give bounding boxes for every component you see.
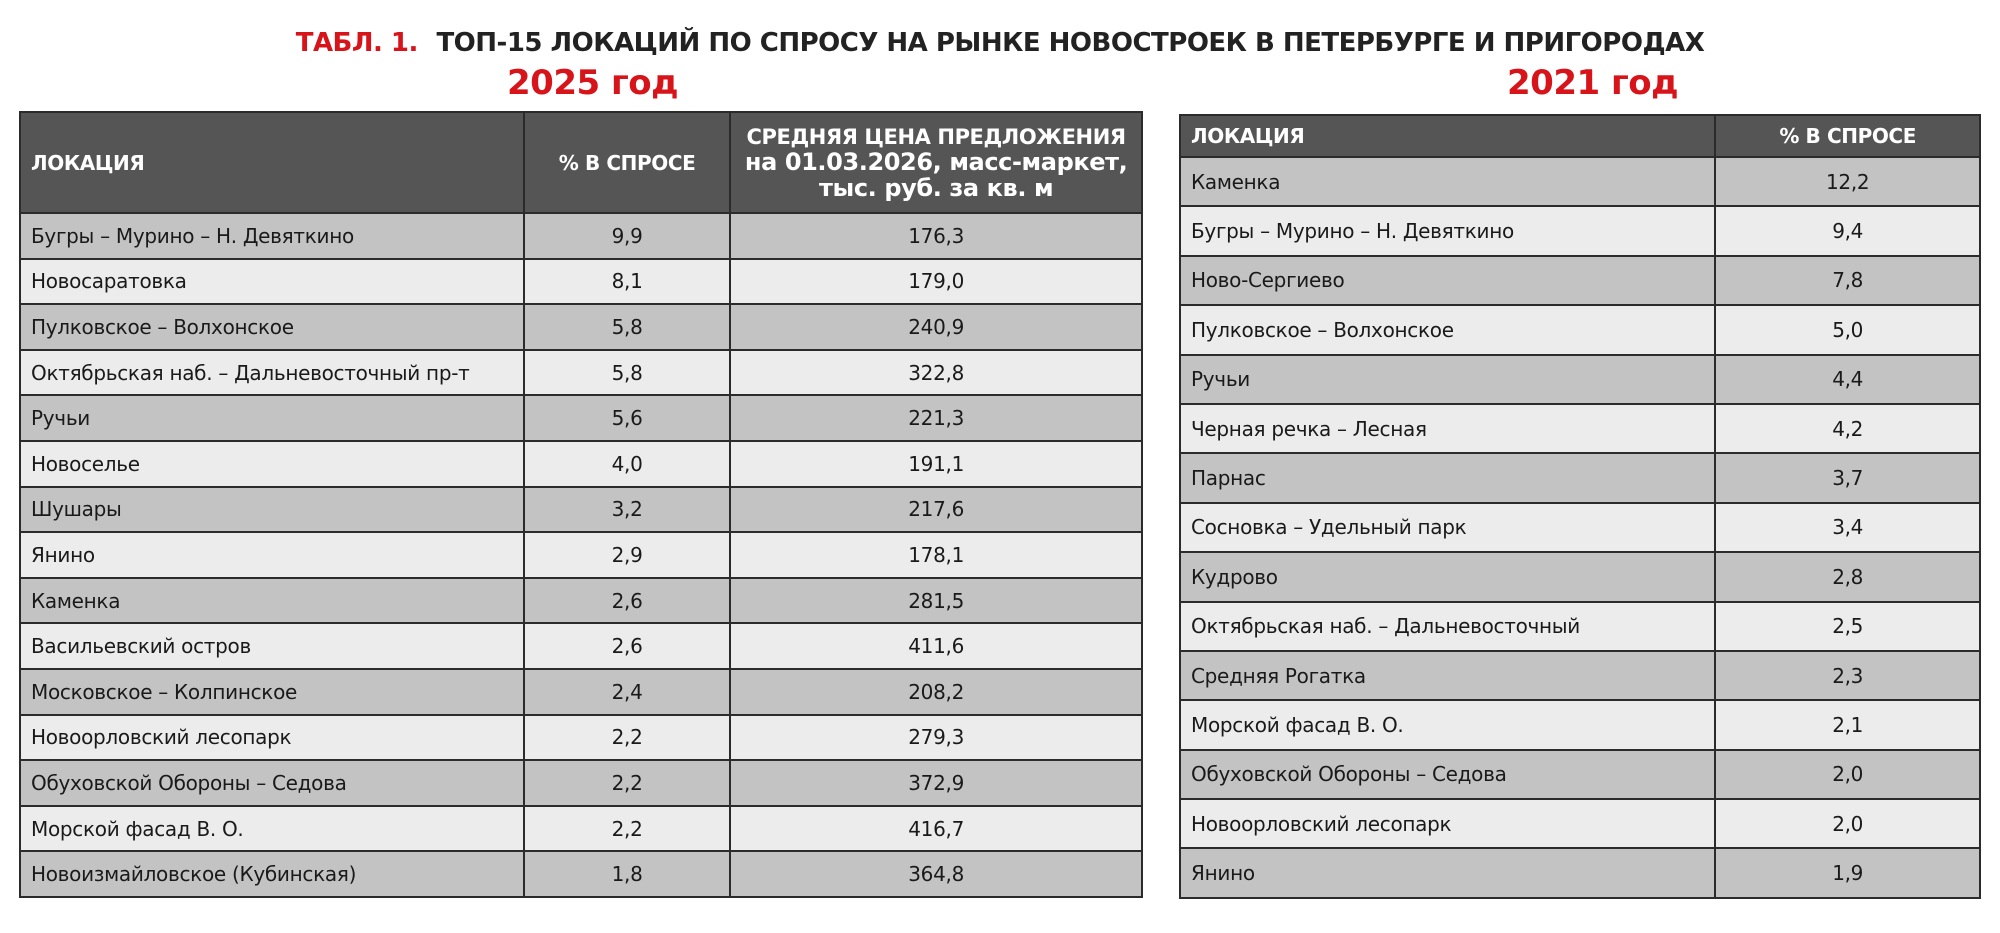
cell-demand: 8,1: [524, 259, 730, 305]
cell-location: Морской фасад В. О.: [1180, 700, 1715, 749]
cell-demand: 2,0: [1715, 799, 1980, 848]
demand-table-2025: [19, 111, 1143, 898]
cell-location: Бугры – Мурино – Н. Девяткино: [20, 213, 524, 259]
demand-table-2021: [1179, 114, 1981, 899]
cell-location: Новоорловский лесопарк: [20, 715, 524, 761]
cell-demand: 2,6: [524, 578, 730, 624]
table-row: [1180, 651, 1980, 700]
cell-price: 178,1: [730, 532, 1142, 578]
cell-price: 281,5: [730, 578, 1142, 624]
cell-demand: 2,9: [524, 532, 730, 578]
cell-location: Парнас: [1180, 453, 1715, 502]
column-header-demand: % В СПРОСЕ: [1715, 115, 1980, 157]
table-row: [20, 487, 1142, 533]
table-row: [1180, 552, 1980, 601]
cell-location: Октябрьская наб. – Дальневосточный пр-т: [20, 350, 524, 396]
cell-price: 179,0: [730, 259, 1142, 305]
table-row: [20, 578, 1142, 624]
table-row: [20, 259, 1142, 305]
price-header-line-3: тыс. руб. за кв. м: [819, 173, 1054, 202]
column-header-location: ЛОКАЦИЯ: [1180, 115, 1715, 157]
table-row: [1180, 206, 1980, 255]
cell-demand: 12,2: [1715, 157, 1980, 206]
cell-location: Ручьи: [20, 395, 524, 441]
table-header-row: [1180, 115, 1980, 157]
cell-location: Янино: [1180, 848, 1715, 897]
table-row: [1180, 750, 1980, 799]
cell-demand: 2,6: [524, 623, 730, 669]
cell-demand: 5,8: [524, 350, 730, 396]
column-header-location: ЛОКАЦИЯ: [20, 112, 524, 213]
cell-location: Пулковское – Волхонское: [20, 304, 524, 350]
cell-demand: 2,2: [524, 715, 730, 761]
cell-location: Новоизмайловское (Кубинская): [20, 851, 524, 897]
table-title-text: ТОП-15 ЛОКАЦИЙ ПО СПРОСУ НА РЫНКЕ НОВОСТРОЕК В ПЕТЕРБУРГЕ И ПРИГОРОДАХ: [436, 28, 1705, 58]
cell-price: 372,9: [730, 760, 1142, 806]
table-row: [20, 213, 1142, 259]
table-row: [1180, 799, 1980, 848]
year-label-2021: 2021 год: [1507, 63, 1679, 103]
cell-demand: 5,8: [524, 304, 730, 350]
cell-price: 176,3: [730, 213, 1142, 259]
cell-location: Октябрьская наб. – Дальневосточный: [1180, 602, 1715, 651]
cell-location: Янино: [20, 532, 524, 578]
cell-demand: 2,5: [1715, 602, 1980, 651]
cell-location: Каменка: [20, 578, 524, 624]
cell-demand: 2,8: [1715, 552, 1980, 601]
table-header-row: [20, 112, 1142, 213]
table-row: [1180, 503, 1980, 552]
table-row: [20, 715, 1142, 761]
cell-demand: 3,4: [1715, 503, 1980, 552]
cell-location: Обуховской Обороны – Седова: [20, 760, 524, 806]
table-row: [20, 441, 1142, 487]
cell-demand: 2,3: [1715, 651, 1980, 700]
table-row: [20, 532, 1142, 578]
cell-demand: 1,9: [1715, 848, 1980, 897]
cell-location: Новосаратовка: [20, 259, 524, 305]
cell-demand: 3,7: [1715, 453, 1980, 502]
cell-price: 364,8: [730, 851, 1142, 897]
cell-location: Обуховской Обороны – Седова: [1180, 750, 1715, 799]
table-row: [20, 304, 1142, 350]
cell-demand: 9,9: [524, 213, 730, 259]
column-header-price: [730, 112, 1142, 213]
table-row: [20, 395, 1142, 441]
cell-location: Васильевский остров: [20, 623, 524, 669]
cell-demand: 5,0: [1715, 305, 1980, 354]
cell-price: 322,8: [730, 350, 1142, 396]
table-row: [1180, 602, 1980, 651]
table-row: [20, 350, 1142, 396]
table-row: [1180, 404, 1980, 453]
cell-demand: 1,8: [524, 851, 730, 897]
cell-demand: 4,0: [524, 441, 730, 487]
cell-location: Московское – Колпинское: [20, 669, 524, 715]
table-row: [20, 760, 1142, 806]
cell-demand: 4,2: [1715, 404, 1980, 453]
cell-demand: 2,2: [524, 806, 730, 852]
table-row: [1180, 453, 1980, 502]
cell-location: Пулковское – Волхонское: [1180, 305, 1715, 354]
cell-location: Ново-Сергиево: [1180, 256, 1715, 305]
cell-location: Сосновка – Удельный парк: [1180, 503, 1715, 552]
cell-price: 208,2: [730, 669, 1142, 715]
cell-demand: 5,6: [524, 395, 730, 441]
cell-location: Каменка: [1180, 157, 1715, 206]
table-row: [20, 851, 1142, 897]
table-row: [20, 623, 1142, 669]
table-row: [1180, 700, 1980, 749]
table-row: [1180, 355, 1980, 404]
cell-location: Бугры – Мурино – Н. Девяткино: [1180, 206, 1715, 255]
table-row: [1180, 157, 1980, 206]
cell-location: Шушары: [20, 487, 524, 533]
price-header-line-2: на 01.03.2026, масс-маркет,: [744, 147, 1128, 176]
cell-location: Черная речка – Лесная: [1180, 404, 1715, 453]
table-number: ТАБЛ. 1.: [295, 28, 418, 58]
cell-location: Новоселье: [20, 441, 524, 487]
cell-price: 221,3: [730, 395, 1142, 441]
price-header-line-1: СРЕДНЯЯ ЦЕНА ПРЕДЛОЖЕНИЯ: [746, 124, 1126, 149]
column-header-demand: % В СПРОСЕ: [524, 112, 730, 213]
cell-demand: 2,4: [524, 669, 730, 715]
cell-demand: 7,8: [1715, 256, 1980, 305]
cell-location: Морской фасад В. О.: [20, 806, 524, 852]
table-row: [1180, 848, 1980, 897]
cell-demand: 9,4: [1715, 206, 1980, 255]
table-title: [0, 28, 2000, 58]
table-row: [1180, 256, 1980, 305]
cell-price: 217,6: [730, 487, 1142, 533]
cell-location: Кудрово: [1180, 552, 1715, 601]
year-label-2025: 2025 год: [507, 63, 679, 103]
cell-demand: 2,1: [1715, 700, 1980, 749]
cell-location: Новоорловский лесопарк: [1180, 799, 1715, 848]
cell-price: 191,1: [730, 441, 1142, 487]
table-row: [20, 669, 1142, 715]
cell-demand: 2,0: [1715, 750, 1980, 799]
cell-price: 240,9: [730, 304, 1142, 350]
cell-location: Средняя Рогатка: [1180, 651, 1715, 700]
cell-location: Ручьи: [1180, 355, 1715, 404]
cell-price: 416,7: [730, 806, 1142, 852]
cell-demand: 3,2: [524, 487, 730, 533]
cell-demand: 2,2: [524, 760, 730, 806]
cell-price: 411,6: [730, 623, 1142, 669]
cell-price: 279,3: [730, 715, 1142, 761]
table-row: [1180, 305, 1980, 354]
cell-demand: 4,4: [1715, 355, 1980, 404]
table-row: [20, 806, 1142, 852]
